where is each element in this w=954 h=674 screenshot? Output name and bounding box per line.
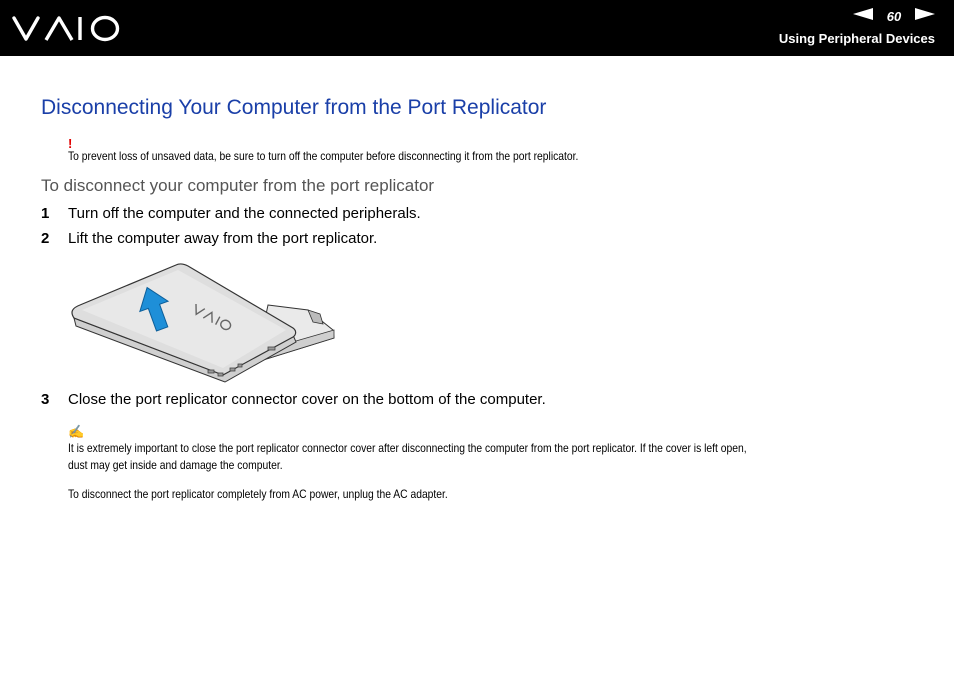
section-title: Using Peripheral Devices — [778, 31, 935, 46]
step-text: Lift the computer away from the port replicator. — [68, 230, 378, 247]
step-1 — [41, 205, 421, 222]
step-3 — [41, 391, 546, 408]
note-paragraph: To disconnect the port replicator completely from AC power, unplug the AC adapter. — [68, 487, 448, 501]
step-text: Close the port replicator connector cover on the bottom of the computer. — [68, 391, 546, 408]
warning-text: To prevent loss of unsaved data, be sure to turn off the computer before disconnecting it from the port replicator. — [68, 149, 579, 163]
warning-icon: ! — [68, 136, 73, 151]
vaio-logo — [12, 13, 122, 48]
note-text — [68, 440, 747, 474]
step-number: 1 — [41, 205, 50, 222]
left-triangle-icon[interactable] — [853, 7, 873, 25]
step-number: 2 — [41, 230, 50, 247]
page-number: 60 — [886, 8, 902, 24]
right-triangle-icon[interactable] — [915, 7, 935, 25]
page-header — [0, 0, 954, 56]
step-2 — [41, 230, 377, 247]
note-line: dust may get inside and damage the computer. — [68, 458, 283, 472]
step-text: Turn off the computer and the connected peripherals. — [68, 205, 421, 222]
step-number: 3 — [41, 391, 50, 408]
page-navigation — [853, 7, 935, 25]
laptop-lift-illustration — [68, 260, 338, 390]
procedure-heading: To disconnect your computer from the port replicator — [41, 176, 435, 195]
page-title: Disconnecting Your Computer from the Port Replicator — [41, 96, 547, 119]
note-line: It is extremely important to close the port replicator connector cover after disconnecting the computer from the port replicator. If the cover is left open, — [68, 441, 747, 455]
pencil-note-icon: ✍ — [68, 424, 85, 439]
